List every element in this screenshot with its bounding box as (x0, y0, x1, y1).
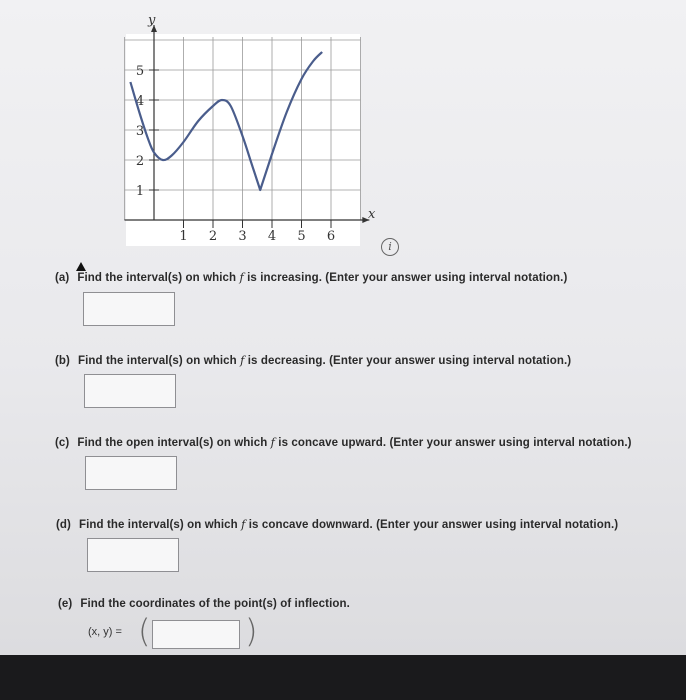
x-tick-label: 2 (208, 229, 218, 244)
question-a: (a) Find the interval(s) on which f is increasing. (Enter your answer using interval notation.) (55, 270, 568, 284)
y-tick-label: 4 (135, 94, 145, 109)
dark-bottom-bar (0, 655, 686, 700)
y-tick-label: 5 (135, 64, 145, 79)
x-axis-label: x (368, 207, 376, 222)
answer-input-c[interactable] (85, 456, 177, 490)
open-paren: ( (138, 612, 151, 650)
answer-input-d[interactable] (87, 538, 179, 572)
answer-input-b[interactable] (84, 374, 176, 408)
y-tick-label: 2 (135, 154, 145, 169)
answer-input-a[interactable] (83, 292, 175, 326)
x-tick-label: 6 (326, 229, 336, 244)
question-d: (d) Find the interval(s) on which f is concave downward. (Enter your answer using interval notation.) (56, 517, 619, 531)
question-c: (c) Find the open interval(s) on which f is concave upward. (Enter your answer using interval notation.) (55, 435, 632, 449)
close-paren: ) (245, 612, 258, 650)
xy-label: (x, y) = (88, 626, 122, 638)
function-graph (100, 6, 400, 246)
x-tick-label: 1 (179, 229, 188, 244)
x-tick-label: 3 (238, 229, 247, 244)
question-b: (b) Find the interval(s) on which f is decreasing. (Enter your answer using interval notation.) (55, 353, 572, 367)
y-tick-label: 3 (135, 124, 145, 139)
question-e: (e) Find the coordinates of the point(s) of inflection. (58, 598, 350, 610)
x-tick-label: 4 (267, 229, 277, 244)
info-icon[interactable]: i (381, 238, 399, 256)
x-tick-label: 5 (297, 229, 306, 244)
y-tick-label: 1 (135, 184, 145, 199)
y-axis-label: y (148, 13, 156, 28)
inflection-point-input[interactable] (152, 620, 240, 649)
